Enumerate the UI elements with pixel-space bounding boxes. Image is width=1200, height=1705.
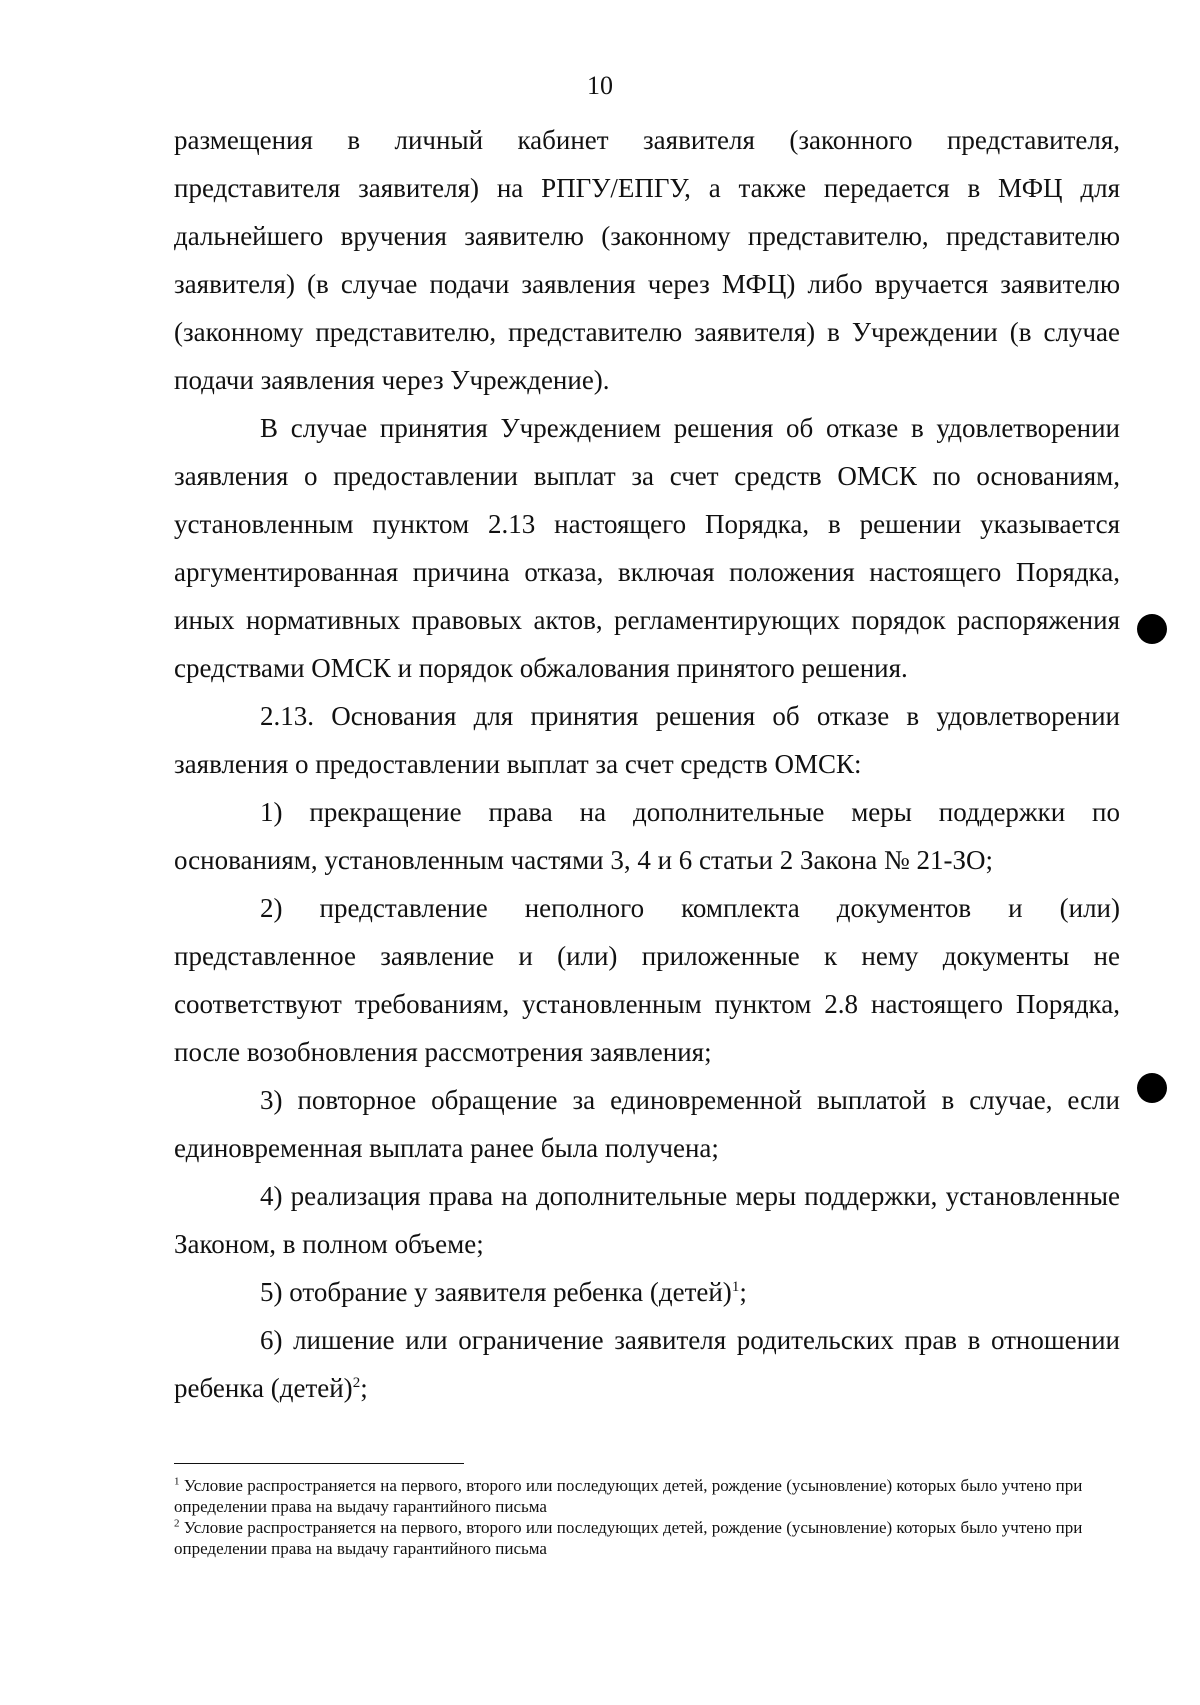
paragraph-section-2-13: 2.13. Основания для принятия решения об отказе в удовлетворении заявления о предоставлении выплат за счет средств ОМСК: xyxy=(174,701,1120,779)
page-number: 10 xyxy=(587,71,613,100)
footnotes xyxy=(174,1475,1120,1559)
list-item-3: 3) повторное обращение за единовременной выплатой в случае, если единовременная выплата ранее была получена; xyxy=(174,1085,1120,1163)
list-item-5-end: ; xyxy=(739,1277,747,1307)
document-body xyxy=(174,116,1120,1412)
footnote-separator xyxy=(174,1463,464,1464)
footnote-mark-1: 1 xyxy=(174,1475,180,1488)
punch-hole-mark xyxy=(1137,614,1167,644)
list-item-2: 2) представление неполного комплекта документов и (или) представленное заявление и (или) приложенные к нему документы не соответствуют требованиям, установленным пунктом 2.8 настоящего Порядка, после возобновления рассмотрения заявления; xyxy=(174,893,1120,1067)
footnote-2 xyxy=(174,1517,1120,1559)
list-item-5-text: 5) отобрание у заявителя ребенка (детей) xyxy=(260,1277,732,1307)
footnote-reference-2: 2 xyxy=(352,1375,361,1391)
list-item-4: 4) реализация права на дополнительные меры поддержки, установленные Законом, в полном объеме; xyxy=(174,1181,1120,1259)
footnote-1 xyxy=(174,1475,1120,1517)
list-item-6-text: 6) лишение или ограничение заявителя родительских прав в отношении ребенка (детей) xyxy=(174,1325,1120,1403)
punch-hole-mark xyxy=(1137,1073,1167,1103)
paragraph-refusal-decision: В случае принятия Учреждением решения об отказе в удовлетворении заявления о предоставлении выплат за счет средств ОМСК по основаниям, установленным пунктом 2.13 настоящего Порядка, в решении указывается аргументированная причина отказа, включая положения настоящего Порядка, иных нормативных правовых актов, регламентирующих порядок распоряжения средствами ОМСК и порядок обжалования принятого решения. xyxy=(174,413,1120,683)
list-item-1: 1) прекращение права на дополнительные меры поддержки по основаниям, установленным частями 3, 4 и 6 статьи 2 Закона № 21-ЗО; xyxy=(174,797,1120,875)
footnote-mark-2: 2 xyxy=(174,1517,180,1530)
list-item-6 xyxy=(174,1316,1120,1412)
list-item-6-end: ; xyxy=(360,1373,368,1403)
footnote-text-2: Условие распространяется на первого, второго или последующих детей, рождение (усыновление) которых было учтено при определении права на выдачу гарантийного письма xyxy=(174,1518,1083,1558)
footnote-text-1: Условие распространяется на первого, второго или последующих детей, рождение (усыновление) которых было учтено при определении права на выдачу гарантийного письма xyxy=(174,1476,1083,1516)
list-item-5 xyxy=(174,1268,1120,1316)
footnote-reference-1: 1 xyxy=(731,1279,740,1295)
paragraph-continuation: размещения в личный кабинет заявителя (законного представителя, представителя заявителя) на РПГУ/ЕПГУ, а также передается в МФЦ для дальнейшего вручения заявителю (законному представителю, представителю заявителя) (в случае подачи заявления через МФЦ) либо вручается заявителю (законному представителю, представителю заявителя) в Учреждении (в случае подачи заявления через Учреждение). xyxy=(174,125,1120,395)
